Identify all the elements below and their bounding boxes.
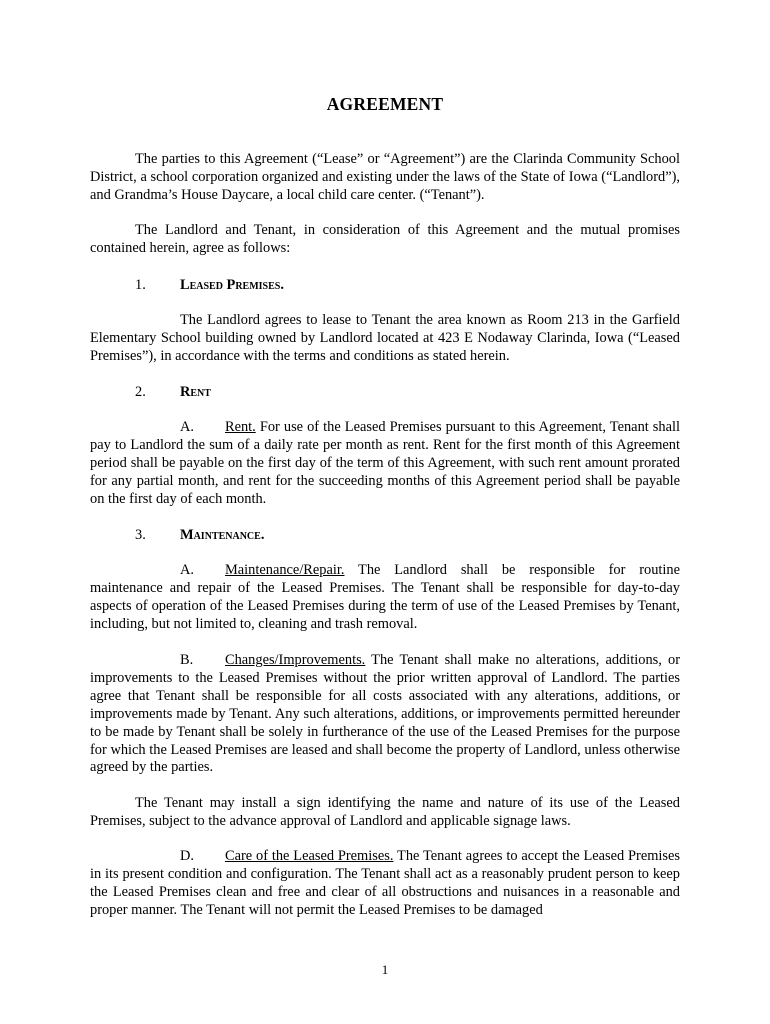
section-3a-body: The Landlord shall be responsible for routine maintenance and repair of the Leased Premises. The Tenant shall be responsible for day-to-day aspects of operation of the Leased Premises during the term of use of the Leased Premises by Tenant, including, but not limited to, cleaning and trash removal. (90, 562, 680, 632)
section-1-body: The Landlord agrees to lease to Tenant the area known as Room 213 in the Garfield Elementary School building owned by Landlord located at 423 E Nodaway Clarinda, Iowa (“Leased Premises”), in accordance with the terms and conditions as stated herein. (90, 312, 680, 364)
section-3a-letter: A. (180, 562, 194, 578)
intro-paragraph: The parties to this Agreement (“Lease” or “Agreement”) are the Clarinda Community School District, a school corporation organized and existing under the laws of the State of Iowa (“Landlord”), and Grandma’s House Daycare, a local child care center. (“Tenant”). (90, 151, 680, 203)
sign-paragraph: The Tenant may install a sign identifying the name and nature of its use of the Leased Premises, subject to the advance approval of Landlord and applicable signage laws. (90, 795, 680, 829)
section-3-title: Maintenance. (180, 527, 265, 543)
section-2-title: Rent (180, 384, 211, 400)
section-3d-paragraph (90, 848, 680, 920)
section-3b-paragraph (90, 652, 680, 777)
section-2a-title: Rent. (225, 419, 256, 435)
section-1-title: Leased Premises. (180, 277, 284, 293)
section-1-number: 1. (135, 277, 146, 293)
page-number: 1 (381, 962, 389, 977)
section-3d-body: The Tenant agrees to accept the Leased Premises in its present condition and configuration. The Tenant shall act as a reasonably prudent person to keep the Leased Premises clean and free and clear of all obstructions and nuisances in a reasonable and proper manner. The Tenant will not permit the Leased Premises to be damaged (90, 848, 680, 918)
section-3d-title: Care of the Leased Premises. (225, 848, 394, 864)
section-3d-letter: D. (180, 848, 194, 864)
document-title: AGREEMENT (326, 94, 444, 114)
section-3b-title: Changes/Improvements. (225, 652, 366, 668)
consideration-paragraph: The Landlord and Tenant, in consideration of this Agreement and the mutual promises contained herein, agree as follows: (90, 222, 680, 256)
section-3-number: 3. (135, 527, 146, 543)
section-2a-letter: A. (180, 419, 194, 435)
section-3a-paragraph (90, 562, 680, 634)
section-2-number: 2. (135, 384, 146, 400)
section-2a-body: For use of the Leased Premises pursuant to this Agreement, Tenant shall pay to Landlord the sum of a daily rate per month as rent. Rent for the first month of this Agreement period shall be payable on the first day of the term of this Agreement, with such rent amount prorated for any partial month, and rent for the succeeding months of this Agreement period shall be payable on the first day of each month. (90, 419, 680, 507)
section-3a-title: Maintenance/Repair. (225, 562, 345, 578)
section-3b-body: The Tenant shall make no alterations, additions, or improvements to the Leased Premises without the prior written approval of Landlord. The parties agree that Tenant shall be responsible for all costs associated with any alterations, additions, or improvements made by Tenant. Any such alterations, additions, or improvements permitted hereunder to be made by Tenant shall be solely in furtherance of the use of the Leased Premises for the purpose for which the Leased Premises are leased and shall become the property of Landlord, unless otherwise agreed by the parties. (90, 652, 680, 776)
section-3b-letter: B. (180, 652, 194, 668)
section-2a-paragraph (90, 419, 680, 509)
